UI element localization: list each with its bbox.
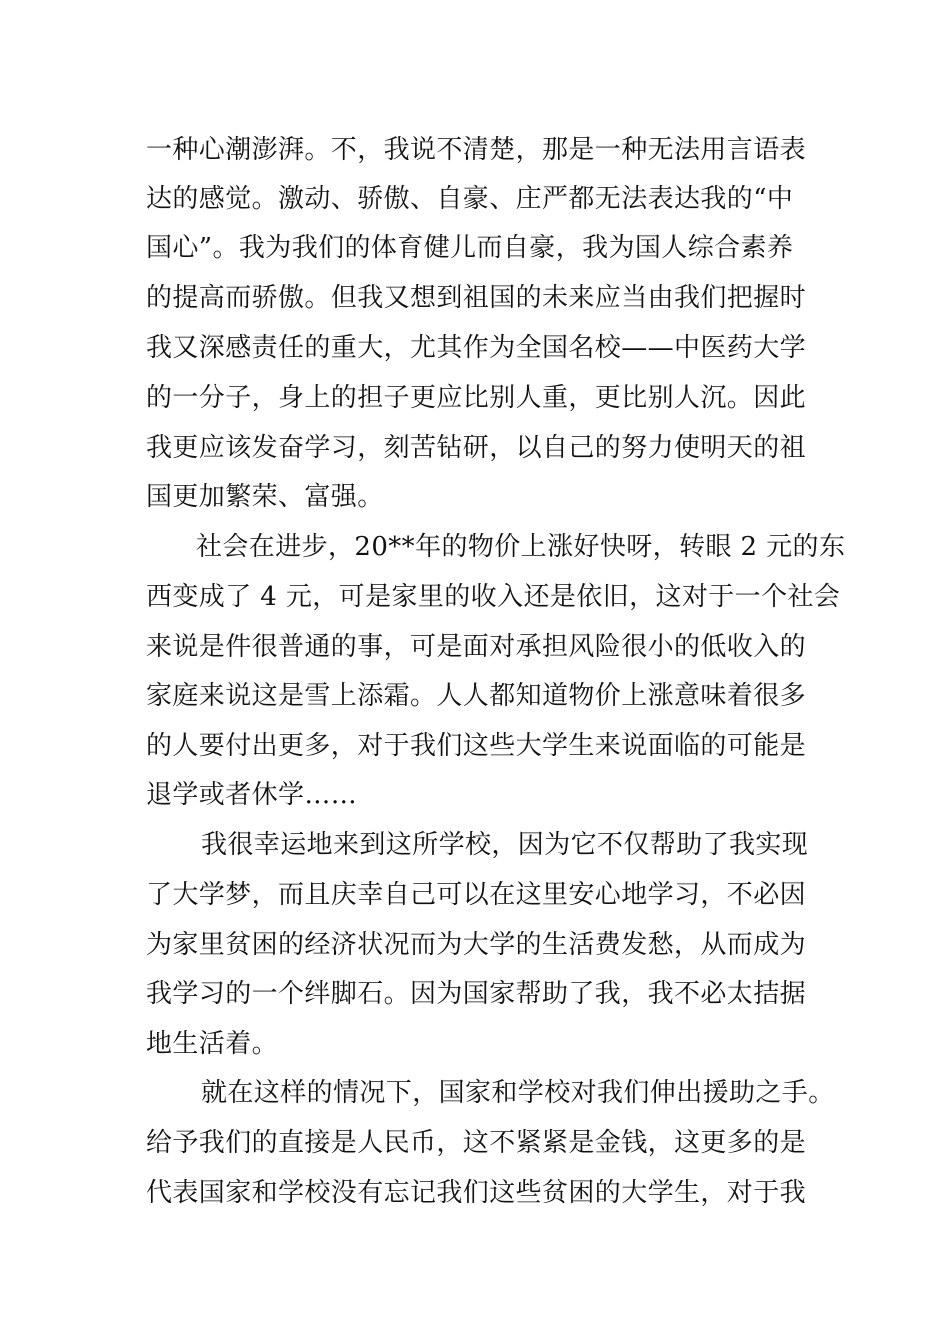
text-line: 家庭来说这是雪上添霜。人人都知道物价上涨意味着很多 (146, 681, 807, 711)
text-line: 国更加繁荣、富强。 (146, 482, 384, 512)
text-line: 一种心潮澎湃。不，我说不清楚，那是一种无法用言语表 (146, 135, 807, 165)
paragraph-first-line: 就在这样的情况下，国家和学校对我们伸出援助之手。 (201, 1078, 835, 1108)
text-line: 国心”。我为我们的体育健儿而自豪，我为国人综合素养 (146, 233, 794, 263)
text-line: 我又深感责任的重大，尤其作为全国名校——中医药大学 (146, 333, 807, 363)
text-line: 来说是件很普通的事，可是面对承担风险很小的低收入的 (146, 632, 807, 662)
text-line: 西变成了 4 元，可是家里的收入还是依旧，这对于一个社会 (146, 582, 841, 612)
text-line: 地生活着。 (146, 1029, 279, 1059)
paragraph-first-line: 社会在进步，20**年的物价上涨好快呀，转眼 2 元的东 (196, 532, 846, 562)
paragraph-first-line: 我很幸运地来到这所学校，因为它不仅帮助了我实现 (201, 830, 809, 860)
text-line: 达的感觉。激动、骄傲、自豪、庄严都无法表达我的“中 (146, 184, 794, 214)
text-line: 我更应该发奋学习，刻苦钻研，以自己的努力使明天的祖 (146, 433, 807, 463)
text-line: 代表国家和学校没有忘记我们这些贫困的大学生，对于我 (146, 1178, 807, 1208)
text-line: 的一分子，身上的担子更应比别人重，更比别人沉。因此 (146, 383, 807, 413)
text-line: 退学或者休学…… (146, 780, 358, 810)
text-line: 的提高而骄傲。但我又想到祖国的未来应当由我们把握时 (146, 283, 807, 313)
text-line: 为家里贫困的经济状况而为大学的生活费发愁，从而成为 (146, 930, 807, 960)
text-line: 给予我们的直接是人民币，这不紧紧是金钱，这更多的是 (146, 1128, 807, 1158)
text-line: 的人要付出更多，对于我们这些大学生来说面临的可能是 (146, 731, 807, 761)
text-line: 了大学梦，而且庆幸自己可以在这里安心地学习，不必因 (146, 880, 807, 910)
text-line: 我学习的一个绊脚石。因为国家帮助了我，我不必太拮据 (146, 979, 807, 1009)
